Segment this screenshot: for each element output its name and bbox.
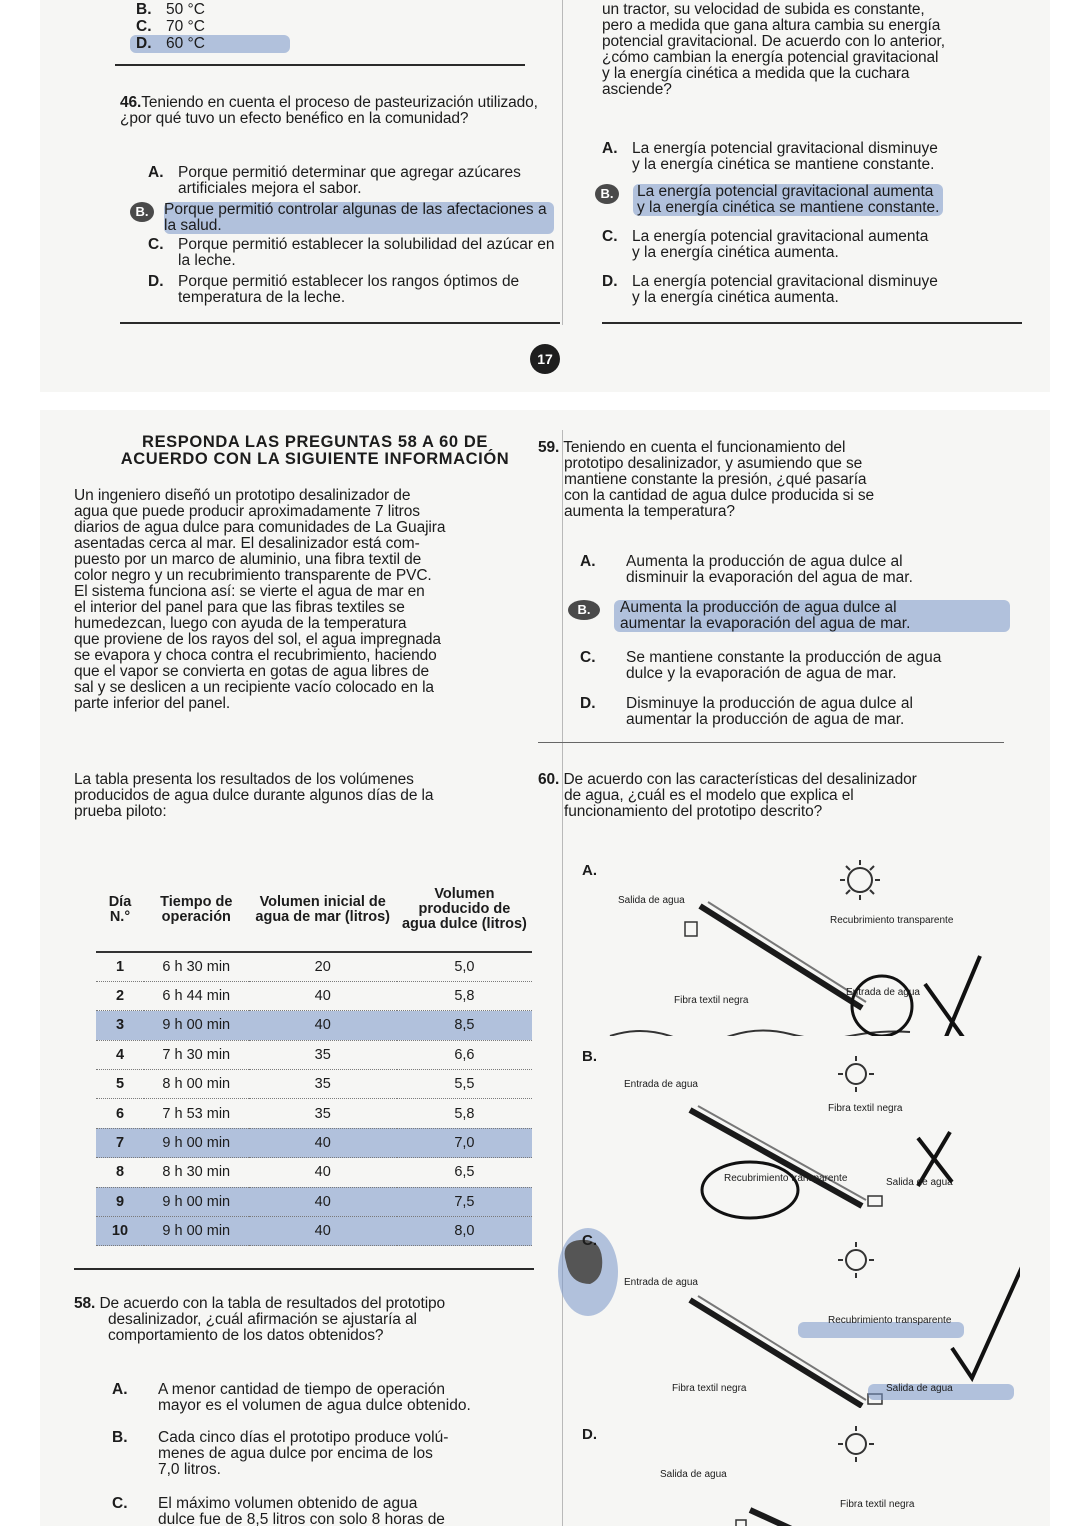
q46-option-b: B. Porque permitió controlar algunas de las afectaciones a la salud. — [130, 202, 562, 234]
table-row-highlighted: 7 9 h 00 min 40 7,0 — [96, 1128, 532, 1157]
column-divider — [562, 430, 563, 1526]
label-fiber: Fibra textil negra — [672, 1383, 747, 1394]
table-row-highlighted: 3 9 h 00 min 40 8,5 — [96, 1011, 532, 1040]
question-divider — [74, 1268, 534, 1270]
label-cover: Recubrimiento transparente — [828, 1315, 952, 1326]
table-row: 5 8 h 00 min 35 5,5 — [96, 1070, 532, 1099]
exam-page-bottom: RESPONDA LAS PREGUNTAS 58 A 60 DE ACUERDO CON LA SIGUIENTE INFORMACIÓN Un ingeniero diseñó un prototipo desalinizador de agua que puede producir aproximadamente 7 litros diarios de agua dulce para comunidades de La Guajira asentadas cerca al mar. El desalinizador está com- puesto por un marco de aluminio, una fibra textil de color negro y un recubrimiento transparente de PVC. El sistema funciona así: se vierte el agua de mar en el interior del panel para que las fibras textiles se humedezcan, luego con ayuda de la temperatura que proviene de los rayos del sol, el agua impregnada se evapora y choca contra el recubrimiento, haciendo que el vapor se convierta en gotas de agua libres de sal y se deslicen a un recipiente vacío colocado en la parte inferior del panel. La tabla presenta los resultados de los volúmenes producidos de agua dulce durante algunos días de la prueba piloto: Día N.° Tiempo de operación Volumen inicial de agua de mar (litros) Volumen producido de agua dulce (litros) 1 6 h 30 min 20 5,0 2 6 h 44 min 40 5,8 3 9 h 00 min 40 8,5 4 7 h 30 min 35 6,6 5 8 h 00 min 35 5,5 6 7 h 53 min 35 5,8 7 9 h 00 min 40 7,0 8 8 h 30 min 40 6,5 9 9 h 00 min 40 7,5 10 9 h 00 min 40 8,0 58. De acuerdo con la tabla de resultados del prototipo desalinizador, ¿cuál afirmación se ajustaría al comportamiento de los datos obtenidos? A. A menor cantidad de tiempo de operación mayor es el volumen de agua dulce obtenido. B. Cada cinco días el prototipo produce volú- menes de agua dulce por encima de los 7,0 litros. C. El máximo volumen obtenido de agua dulce fue de 8,5 litros con solo 8 horas de 59. Teniendo en cuenta el funcionamiento del prototipo desalinizador, y asumiendo que se mantiene constante la presión, ¿qué pasaría con la cantidad de agua dulce producida si se aumenta la temperatura? A. Aumenta la producción de agua dulce al disminuir la evaporación del agua de mar. B. Aumenta la producción de agua dulce al aumentar la evaporación del agua de mar. C. Se mantiene constante la producción de agua dulce y la evaporación de agua de mar. D. Disminuye la producción de agua dulce al aumentar la producción de agua de mar. 60. De acuerdo con las características del desalinizador de agua, ¿cuál es el modelo que explica el funcionamiento del prototipo descrito? A. Salida de agua Recubrimiento transparente Fibra textil negra Entrada de agua B. Entrada de agua Fibra textil negra Recubrimiento transparente Salida de agua C. Entrada de agua Recubrimiento transparente Fibra textil negra Salida de agua D. Salida de agua Fibra textil negra — [40, 410, 1050, 1526]
column-divider — [562, 0, 563, 325]
label-out: Salida de agua — [618, 895, 685, 906]
sun-icon — [838, 1242, 874, 1278]
section-heading: RESPONDA LAS PREGUNTAS 58 A 60 DE ACUERDO CON LA SIGUIENTE INFORMACIÓN — [120, 433, 510, 468]
table-intro: La tabla presenta los resultados de los volúmenes producidos de agua dulce durante algunos días de la prueba piloto: — [74, 771, 434, 820]
col-header-time: Tiempo de operación — [160, 893, 233, 925]
q46-option-a: A. Porque permitió determinar que agregar azúcares artificiales mejora el sabor. — [148, 164, 521, 197]
sun-icon — [840, 860, 880, 900]
table-row: 8 8 h 30 min 40 6,5 — [96, 1158, 532, 1187]
label-fiber: Fibra textil negra — [840, 1499, 915, 1510]
question-divider — [602, 322, 1022, 324]
q46-stem: 46.Teniendo en cuenta el proceso de pasteurización utilizado, ¿por qué tuvo un efecto benéfico en la comunidad? — [120, 94, 538, 127]
solar-panel-diagram-b — [580, 1040, 1020, 1220]
q45-option-c: C. 70 °C — [136, 18, 205, 35]
question-divider — [115, 64, 525, 66]
q46-option-c: C. Porque permitió establecer la solubilidad del azúcar en la leche. — [148, 236, 555, 269]
q59-option-b-highlighted: B. Aumenta la producción de agua dulce al aumentar la evaporación del agua de mar. — [568, 600, 1016, 632]
col-header-day: Día N.° — [108, 893, 132, 925]
panel-line — [690, 1110, 862, 1206]
page-gap — [0, 392, 1080, 410]
question-divider — [538, 742, 1004, 743]
q59-stem: 59. Teniendo en cuenta el funcionamiento del prototipo desalinizador, y asumiendo que se mantiene constante la presión, ¿qué pasaría con la cantidad de agua dulce producida si se aumenta la temperatura? — [538, 439, 875, 520]
container-icon — [868, 1196, 882, 1206]
sun-icon — [838, 1426, 874, 1462]
q47-stem: un tractor, su velocidad de subida es constante, pero a medida que gana altura cambia su energía potencial gravitacional. De acuerdo con lo anterior, ¿cómo cambian la energía potencial gravitacional y la energía cinética a medida que la cuchara asciende? — [602, 1, 945, 98]
label-in: Entrada de agua — [624, 1079, 698, 1090]
pen-circle-annotation — [702, 1162, 798, 1218]
solar-panel-diagram-c — [580, 1228, 1020, 1408]
q59-option-d: D. Disminuye la producción de agua dulce al aumentar la producción de agua de mar. — [580, 695, 913, 728]
table-row: 2 6 h 44 min 40 5,8 — [96, 981, 532, 1010]
context-paragraph: Un ingeniero diseñó un prototipo desalinizador de agua que puede producir aproximadamente 7 litros diarios de agua dulce para comunidades de La Guajira asentadas cerca al mar. El desalinizador está com- puesto por un marco de aluminio, una fibra textil de color negro y un recubrimiento transparente de PVC. El sistema funciona así: se vierte el agua de mar en el interior del panel para que las fibras textiles se humedezcan, luego con ayuda de la temperatura que proviene de los rayos del sol, el agua impregnada se evapora y choca contra el recubrimiento, haciendo que el vapor se convierta en gotas de agua libres de sal y se deslicen a un recipiente vacío colocado en la parte inferior del panel. — [74, 487, 446, 712]
q45-option-b: B. 50 °C — [136, 1, 205, 18]
container-icon — [736, 1520, 746, 1526]
table-row: 4 7 h 30 min 35 6,6 — [96, 1040, 532, 1069]
label-in: Entrada de agua — [624, 1277, 698, 1288]
page-number: 17 — [530, 344, 560, 374]
q46-option-d: D. Porque permitió establecer los rangos óptimos de temperatura de la leche. — [148, 273, 520, 306]
pen-check-annotation — [952, 1258, 1020, 1378]
solar-panel-diagram-a — [580, 856, 1020, 1036]
q58-option-b: B. Cada cinco días el prototipo produce volú- menes de agua dulce por encima de los 7,0 litros. — [112, 1429, 449, 1478]
label-in: Entrada de agua — [846, 987, 920, 998]
label-cover: Recubrimiento transparente — [830, 915, 954, 926]
q58-option-c: C. El máximo volumen obtenido de agua dulce fue de 8,5 litros con solo 8 horas de — [112, 1495, 445, 1526]
q47-option-b-highlighted: B. La energía potencial gravitacional aumenta y la energía cinética se mantiene constante. — [595, 184, 1035, 216]
label-out: Salida de agua — [660, 1469, 727, 1480]
q47-option-d: D. La energía potencial gravitacional disminuye y la energía cinética aumenta. — [602, 273, 938, 306]
q47-option-a: A. La energía potencial gravitacional disminuye y la energía cinética se mantiene constante. — [602, 140, 938, 173]
sun-icon — [838, 1056, 874, 1092]
q60-stem: 60. De acuerdo con las características del desalinizador de agua, ¿cuál es el modelo que explica el funcionamiento del prototipo descrito? — [538, 771, 917, 820]
table-row: 1 6 h 30 min 20 5,0 — [96, 952, 532, 981]
q58-option-a: A. A menor cantidad de tiempo de operación mayor es el volumen de agua dulce obtenido. — [112, 1381, 471, 1414]
panel-line — [750, 1510, 820, 1526]
q59-option-a: A. Aumenta la producción de agua dulce al disminuir la evaporación del agua de mar. — [580, 553, 913, 586]
q58-stem: 58. De acuerdo con la tabla de resultados del prototipo desalinizador, ¿cuál afirmación se ajustaría al comportamiento de los datos obtenidos? — [74, 1295, 446, 1344]
col-header-produced: Volumen producido de agua dulce (litros) — [401, 886, 527, 932]
solar-panel-diagram-d — [580, 1422, 1020, 1526]
label-out: Salida de agua — [886, 1383, 953, 1394]
container-icon — [685, 922, 697, 936]
exam-page-top — [40, 0, 1050, 392]
q59-option-c: C. Se mantiene constante la producción de agua dulce y la evaporación de agua de mar. — [580, 649, 942, 682]
label-out: Salida de agua — [886, 1177, 953, 1188]
pen-x-annotation — [925, 956, 980, 1036]
table-row: 6 7 h 53 min 35 5,8 — [96, 1099, 532, 1128]
label-fiber: Fibra textil negra — [828, 1103, 903, 1114]
results-table — [96, 868, 532, 1246]
q47-option-c: C. La energía potencial gravitacional aumenta y la energía cinética aumenta. — [602, 228, 929, 261]
q45-option-d-highlighted: D. 60 °C — [130, 35, 290, 53]
table-row-highlighted: 10 9 h 00 min 40 8,0 — [96, 1217, 532, 1246]
question-divider — [120, 322, 560, 324]
table-row-highlighted: 9 9 h 00 min 40 7,5 — [96, 1187, 532, 1216]
label-cover: Recubrimiento transparente — [724, 1173, 848, 1184]
label-fiber: Fibra textil negra — [674, 995, 749, 1006]
col-header-initial: Volumen inicial de agua de mar (litros) — [255, 893, 390, 925]
